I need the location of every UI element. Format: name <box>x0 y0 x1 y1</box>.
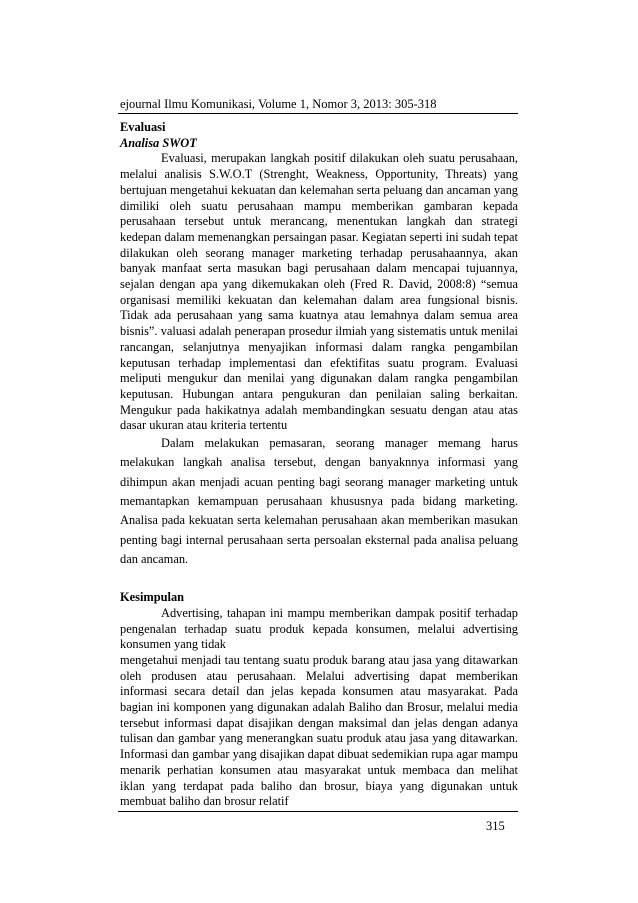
page-number: 315 <box>486 819 505 833</box>
evaluasi-paragraph-2: Dalam melakukan pemasaran, seorang manager memang harus melakukan langkah analisa tersebut, dengan banyaknnya informasi yang dihimpun akan menjadi acuan penting bagi seorang manager marketing untuk memantapkan kemampuan perusahaan khususnya pada bidang marketing. Analisa pada kekuatan serta kelemahan perusahaan akan memberikan masukan penting bagi internal perusahaan serta persoalan eksternal pada analisa peluang dan ancaman. <box>120 436 518 566</box>
running-header: ejournal Ilmu Komunikasi, Volume 1, Nomor 3, 2013: 305-318 <box>120 97 437 111</box>
kesimpulan-paragraph-1: Advertising, tahapan ini mampu memberikan dampak positif terhadap pengenalan terhadap suatu produk kepada konsumen, melalui advertising konsumen yang tidak <box>120 605 518 652</box>
heading-evaluasi: Evaluasi <box>120 120 166 134</box>
evaluasi-paragraph-1: Evaluasi, merupakan langkah positif dilakukan oleh suatu perusahaan, melalui analisis S.W.O.T (Strenght, Weakness, Opportunity, Threats) yang bertujuan mengetahui kekuatan dan kelemahan serta peluang dan ancaman yang dimiliki oleh suatu perusahaan mampu memberikan gambaran kepada perusahaan tersebut untuk merancang, menentukan langkah dan strategi kedepan dalam memenangkan persaingan pasar. Kegiatan seperti ini sudah tepat dilakukan oleh seorang manager marketing terhadap perusahaannya, akan banyak manfaat serta masukan bagi perusahaan dalam mencapai tujuannya, sejalan dengan apa yang dikemukakan oleh (Fred R. David, 2008:8) “semua organisasi memiliki kekuatan dan kelemahan dalam area fungsional bisnis. Tidak ada perusahaan yang sama kuatnya atau lemahnya dalam semua area bisnis”. valuasi adalah penerapan prosedur ilmiah yang sistematis untuk menilai rancangan, selanjutnya menyajikan informasi dalam rangka pengambilan keputusan terhadap implementasi dan efektifitas suatu program. Evaluasi meliputi mengukur dan menilai yang digunakan dalam rangka pengambilan keputusan. Hubungan antara pengukuran dan penilaian saling berkaitan. Mengukur pada hakikatnya adalah membandingkan sesuatu dengan atau atas dasar ukuran atau kriteria tertentu <box>120 151 518 433</box>
heading-kesimpulan: Kesimpulan <box>120 590 185 605</box>
footer-rule <box>118 811 518 812</box>
kesimpulan-paragraph-2: mengetahui menjadi tau tentang suatu produk barang atau jasa yang ditawarkan oleh produsen atau perusahaan. Melalui advertising dapat memberikan informasi secara detail dan jelas kepada konsumen atau masyarakat. Pada bagian ini komponen yang digunakan adalah Baliho dan Brosur, melalui media tersebut informasi dapat disajikan dengan maksimal dan jelas dengan adanya tulisan dan gambar yang menerangkan suatu produk atau jasa yang ditawarkan. Informasi dan gambar yang disajikan dapat dibuat sedemikian rupa agar mampu menarik perhatian konsumen atau masyarakat untuk membaca dan melihat iklan yang terdapat pada baliho dan brosur, biaya yang digunakan untuk membuat baliho dan brosur relatif <box>120 652 518 809</box>
header-rule <box>118 113 518 114</box>
subheading-analisa-swot: Analisa SWOT <box>120 135 197 150</box>
section-spacer <box>120 569 518 590</box>
main-content <box>120 120 518 810</box>
